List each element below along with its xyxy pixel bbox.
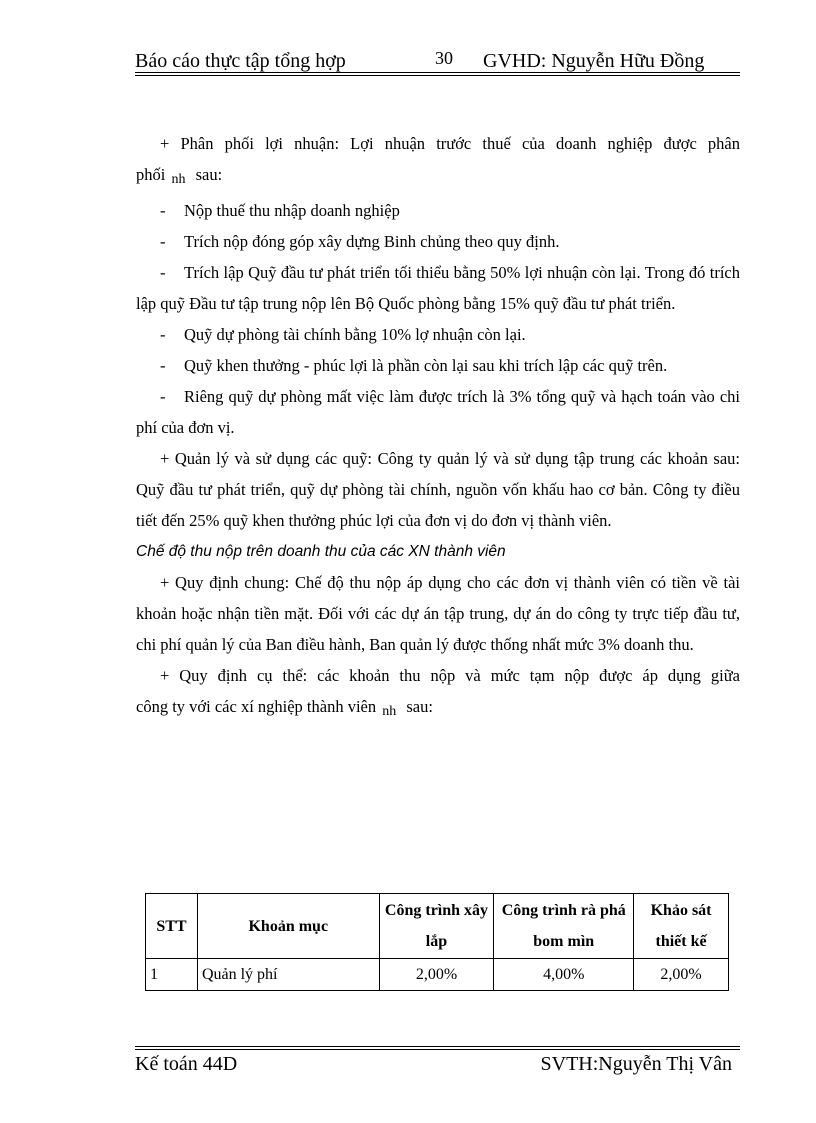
list-item xyxy=(136,381,740,443)
footer-class: Kế toán 44D xyxy=(135,1053,238,1075)
footer-rule xyxy=(135,1049,740,1050)
header-report-title: Báo cáo thực tập tổng hợp xyxy=(135,50,346,72)
paragraph-fund-management: + Quản lý và sử dụng các quỹ: Công ty quản lý và sử dụng tập trung các khoản sau: Quỹ đầu tư phát triển, quỹ dự phòng tài chính, nguồn vốn khấu hao cơ bản. Công ty điều tiết đến 25% quỹ khen thưởng phúc lợi của đơn vị do đơn vị thành viên. xyxy=(136,449,740,530)
bullet-dash: - xyxy=(160,263,166,282)
cell-ra-pha: 4,00% xyxy=(494,959,634,991)
page-number: 30 xyxy=(435,48,453,68)
page-footer xyxy=(135,1046,740,1076)
list-item-text: Quỹ khen thưởng - phúc lợi là phần còn lại sau khi trích lập các quỹ trên. xyxy=(184,356,668,375)
paragraph-profit-distribution xyxy=(136,128,740,159)
profit-distribution-line1: + Phân phối lợi nhuận: Lợi nhuận trước thuế của doanh nghiệp được phân xyxy=(160,134,740,153)
specific-rules-line1: + Quy định cụ thể: các khoản thu nộp và mức tạm nộp được áp dụng giữa xyxy=(160,666,740,685)
bullet-dash: - xyxy=(160,387,166,406)
bullet-dash: - xyxy=(160,325,166,344)
cell-stt: 1 xyxy=(146,959,198,991)
list-item xyxy=(136,319,740,350)
paragraph-profit-distribution-cont xyxy=(136,159,740,195)
text-fragment: sau: xyxy=(406,697,433,716)
header-khao-sat: Khảo sát thiết kế xyxy=(634,894,729,959)
header-xay-lap: Công trình xây lắp xyxy=(379,894,494,959)
text-fragment: phối xyxy=(136,165,166,184)
bullet-dash: - xyxy=(160,201,166,220)
cell-xay-lap: 2,00% xyxy=(379,959,494,991)
list-item xyxy=(136,195,740,226)
section-title: Chế độ thu nộp trên doanh thu của các XN thành viên xyxy=(136,543,506,560)
table-row xyxy=(146,959,729,991)
header-khoan-muc: Khoản mục xyxy=(197,894,379,959)
text-fragment-small: nh xyxy=(382,704,397,719)
header-rule-thick xyxy=(135,75,740,76)
cell-khao-sat: 2,00% xyxy=(634,959,729,991)
header-stt: STT xyxy=(146,894,198,959)
bullet-dash: - xyxy=(160,232,166,251)
list-item xyxy=(136,257,740,319)
list-item-text: Quỹ dự phòng tài chính bằng 10% lợ nhuận còn lại. xyxy=(184,325,526,344)
header-advisor: GVHD: Nguyễn Hữu Đồng xyxy=(483,50,705,72)
bullet-dash: - xyxy=(160,356,166,375)
list-item-text: Trích lập Quỹ đầu tư phát triển tối thiểu bằng 50% lợi nhuận còn lại. Trong đó trích lập quỹ Đầu tư tập trung nộp lên Bộ Quốc phòng bằng 15% quỹ đầu tư phát triển. xyxy=(136,263,740,313)
list-item xyxy=(136,350,740,381)
text-fragment: công ty với các xí nghiệp thành viên xyxy=(136,697,377,716)
table-header-row xyxy=(146,894,729,959)
footer-student: SVTH:Nguyễn Thị Vân xyxy=(540,1053,732,1075)
text-fragment-small: nh xyxy=(171,172,186,187)
page-header xyxy=(135,46,740,74)
paragraph-general-rules: + Quy định chung: Chế độ thu nộp áp dụng cho các đơn vị thành viên có tiền về tài khoản hoặc nhận tiền mặt. Đối với các dự án tập trung, dự án do công ty trực tiếp đầu tư, chi phí quản lý của Ban điều hành, Ban quản lý được thống nhất mức 3% doanh thu. xyxy=(136,573,740,654)
header-ra-pha: Công trình rà phá bom mìn xyxy=(494,894,634,959)
list-item-text: Riêng quỹ dự phòng mất việc làm được trích là 3% tổng quỹ và hạch toán vào chi phí của đơn vị. xyxy=(136,387,740,437)
text-fragment: sau: xyxy=(195,165,223,184)
list-item xyxy=(136,226,740,257)
cell-khoan-muc: Quản lý phí xyxy=(197,959,379,991)
list-item-text: Trích nộp đóng góp xây dựng Binh chủng theo quy định. xyxy=(184,232,560,251)
document-body xyxy=(136,128,740,727)
header-rule xyxy=(135,72,740,73)
fee-table xyxy=(145,893,729,991)
footer-rule-thick xyxy=(135,1046,740,1047)
paragraph-specific-rules-cont xyxy=(136,691,740,727)
paragraph-specific-rules xyxy=(136,660,740,691)
list-item-text: Nộp thuế thu nhập doanh nghiệp xyxy=(184,201,400,220)
